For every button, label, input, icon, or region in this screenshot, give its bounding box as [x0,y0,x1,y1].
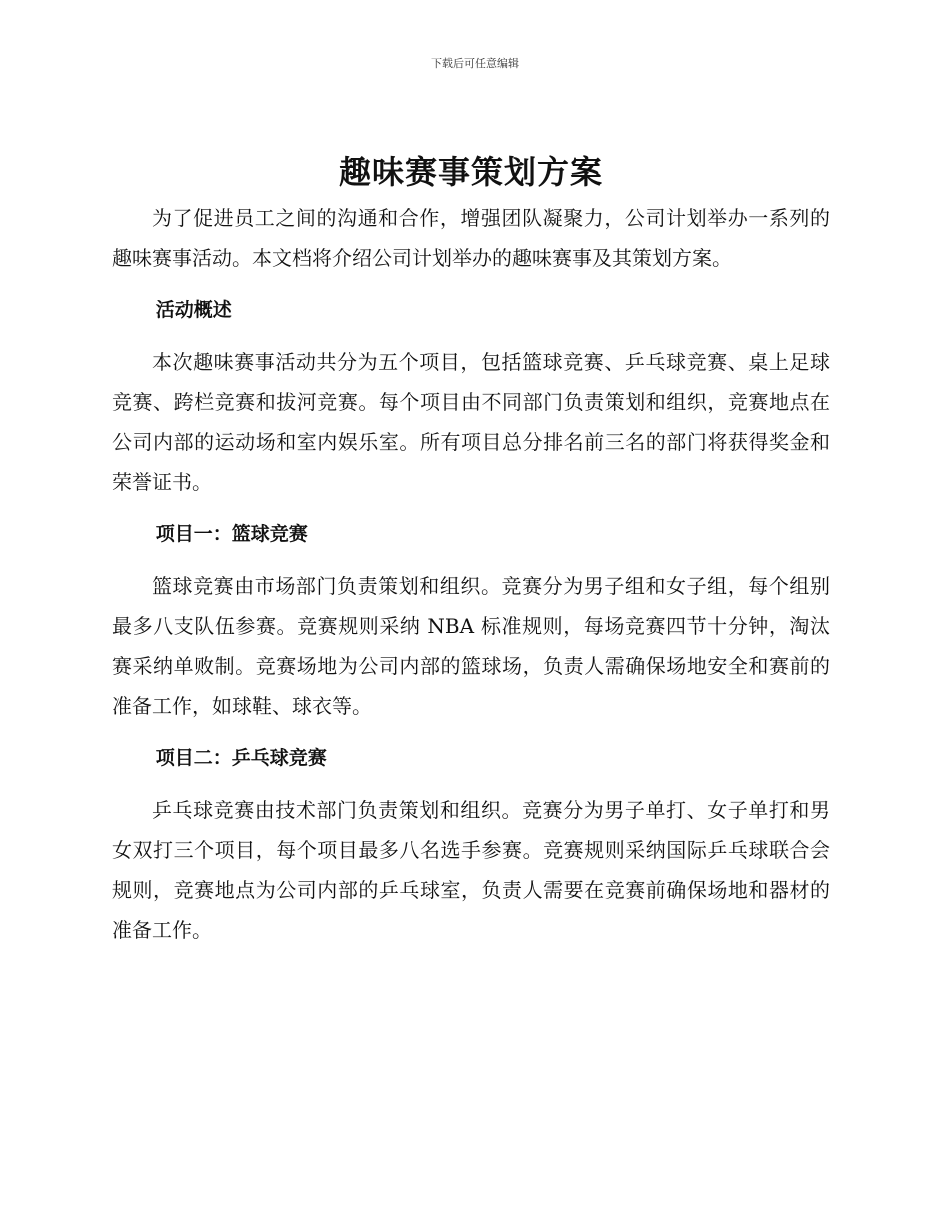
document-title: 趣味赛事策划方案 [338,153,603,191]
section-body-overview: 本次趣味赛事活动共分为五个项目，包括篮球竞赛、乒乓球竞赛、桌上足球竞赛、跨栏竞赛和拔河竞赛。每个项目由不同部门负责策划和组织，竞赛地点在公司内部的运动场和室内娱乐室。所有项目总分排名前三名的部门将获得奖金和荣誉证书。 [112,350,830,494]
intro-paragraph: 为了促进员工之间的沟通和合作，增强团队凝聚力，公司计划举办一系列的趣味赛事活动。本文档将介绍公司计划举办的趣味赛事及其策划方案。 [112,206,830,270]
section-heading-basketball: 项目一：篮球竞赛 [155,523,308,545]
section-heading-table-tennis: 项目二：乒乓球竞赛 [155,747,327,769]
section-body-basketball: 篮球竞赛由市场部门负责策划和组织。竞赛分为男子组和女子组，每个组别最多八支队伍参赛。竞赛规则采纳 NBA 标准规则，每场竞赛四节十分钟，淘汰赛采纳单败制。竞赛场地为公司内部的篮球场，负责人需确保场地安全和赛前的准备工作，如球鞋、球衣等。 [112,574,830,718]
section-body-table-tennis: 乒乓球竞赛由技术部门负责策划和组织。竞赛分为男子单打、女子单打和男女双打三个项目，每个项目最多八名选手参赛。竞赛规则采纳国际乒乓球联合会规则，竞赛地点为公司内部的乒乓球室，负责人需要在竞赛前确保场地和器材的准备工作。 [112,798,830,942]
section-heading-overview: 活动概述 [155,299,232,321]
header-note: 下载后可任意编辑 [431,57,519,70]
document-body [112,150,830,964]
